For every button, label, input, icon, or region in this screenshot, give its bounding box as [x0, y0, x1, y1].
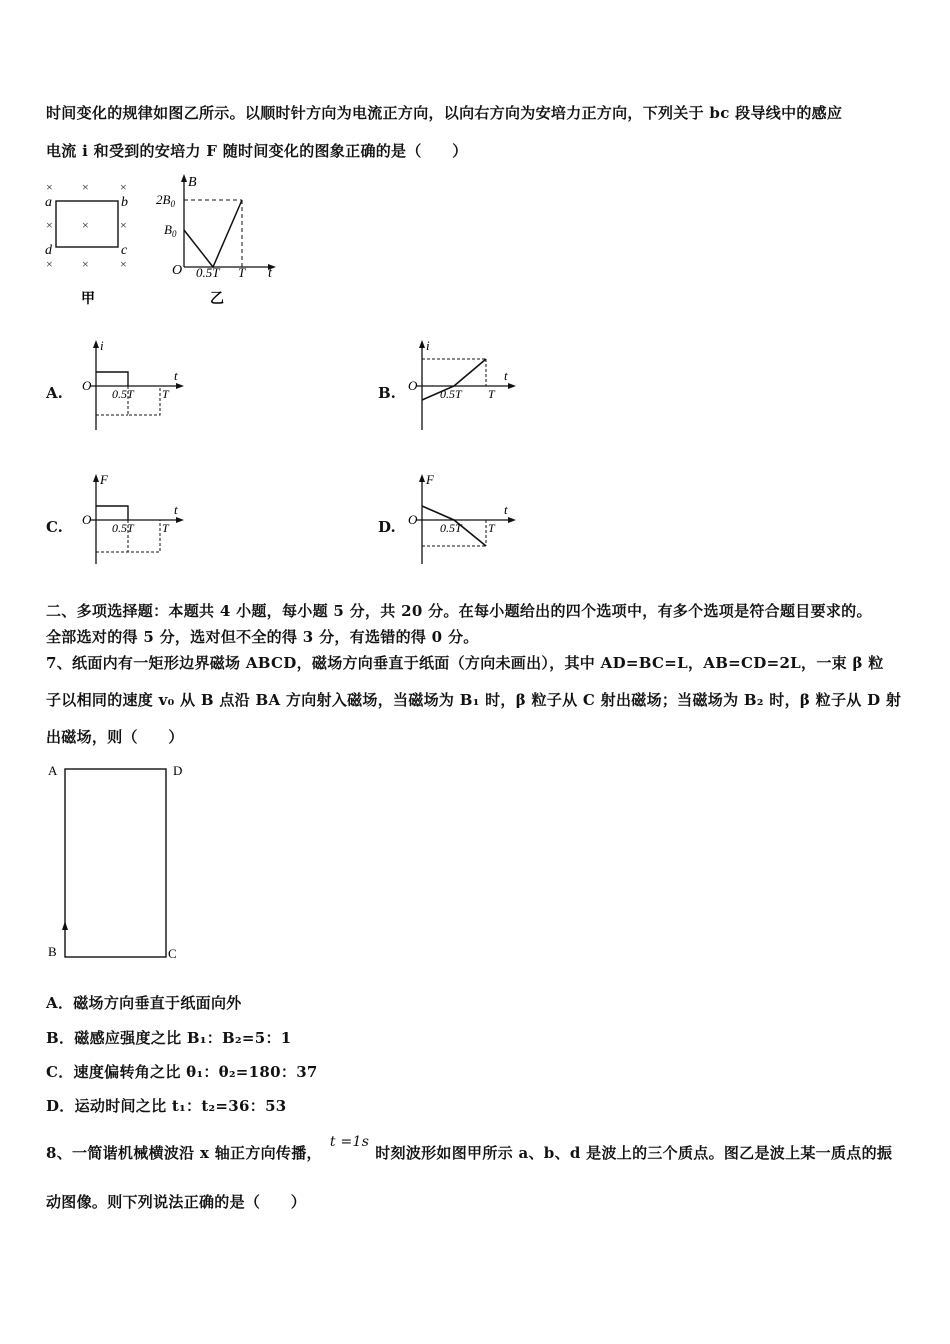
q7-option-C[interactable]: C．速度偏转角之比 θ₁：θ₂=180：37: [46, 1063, 318, 1081]
cross-marks: [46, 180, 127, 271]
q7-line-2: 子以相同的速度 v₀ 从 B 点沿 BA 方向射入磁场，当磁场为 B₁ 时，β 粒子从 C 射出磁场；当磁场为 B₂ 时，β 粒子从 D 射: [46, 691, 902, 709]
y-axis-arrow: [181, 174, 187, 182]
corner-A: A: [48, 763, 58, 778]
tick-T: T: [488, 521, 495, 535]
axis-label-i: i: [426, 338, 430, 353]
graph-option-D[interactable]: [406, 470, 526, 568]
q8-line-1: [46, 1134, 893, 1163]
corner-C: C: [168, 946, 177, 961]
figure-yi: [150, 170, 290, 310]
tick-T: T: [162, 387, 169, 401]
cross-mark: ×: [82, 218, 89, 232]
tick-T: T: [162, 521, 169, 535]
origin-label: O: [408, 378, 418, 393]
option-D-label[interactable]: D.: [378, 518, 396, 536]
origin-label: O: [172, 263, 183, 278]
section2-line-2: 全部选对的得 5 分，选对但不全的得 3 分，有选错的得 0 分。: [46, 628, 479, 646]
caption-jia: 甲: [81, 292, 95, 306]
tick-T: T: [238, 265, 246, 280]
cross-mark: ×: [46, 257, 53, 271]
q8-line-2: 动图像。则下列说法正确的是（ ）: [46, 1193, 307, 1211]
q7-line-1: 7、纸面内有一矩形边界磁场 ABCD，磁场方向垂直于纸面（方向未画出），其中 AD=BC=L，AB=CD=2L，一束 β 粒: [46, 654, 884, 672]
axis-label-t: t: [268, 266, 272, 281]
cross-mark: ×: [46, 180, 53, 194]
q7-option-B[interactable]: B．磁感应强度之比 B₁：B₂=5：1: [46, 1029, 292, 1047]
option-C-label[interactable]: C.: [46, 518, 63, 536]
origin-label: O: [408, 512, 418, 527]
axis-label-t: t: [174, 502, 178, 517]
tick-0.5T: 0.5T: [112, 521, 134, 535]
tick-0.5T: 0.5T: [112, 387, 134, 401]
current-segment-1: [96, 372, 128, 386]
cross-mark: ×: [82, 257, 89, 271]
corner-D: D: [173, 763, 183, 778]
force-segment-1: [96, 506, 128, 520]
particle-velocity-arrow: [62, 921, 68, 930]
tick-T: T: [488, 387, 495, 401]
q7-option-D[interactable]: D．运动时间之比 t₁：t₂=36：53: [46, 1097, 287, 1115]
origin-label: O: [82, 512, 92, 527]
tick-0.5T: 0.5T: [196, 265, 220, 280]
q6-line-2: 电流 i 和受到的安培力 F 随时间变化的图象正确的是（ ）: [46, 142, 468, 160]
corner-a: a: [45, 195, 52, 210]
axis-label-t: t: [504, 502, 508, 517]
cross-mark: ×: [46, 218, 53, 232]
axis-label-t: t: [504, 368, 508, 383]
label-2B0: $2B_0$: [156, 192, 175, 209]
figure-jia: [40, 176, 140, 306]
cross-mark: ×: [120, 218, 127, 232]
axis-label-F: F: [100, 472, 108, 487]
cross-mark: ×: [82, 180, 89, 194]
q7-option-A[interactable]: A．磁场方向垂直于纸面向外: [46, 994, 242, 1012]
origin-label: O: [82, 378, 92, 393]
field-boundary: [65, 769, 166, 957]
q7-line-3: 出磁场，则（ ）: [46, 728, 184, 746]
figure-abcd-rectangle: [40, 758, 200, 968]
corner-c: c: [121, 243, 128, 258]
corner-d: d: [45, 243, 52, 258]
cross-mark: ×: [120, 180, 127, 194]
caption-yi: 乙: [210, 292, 224, 307]
q8-formula: t =1s: [329, 1134, 370, 1150]
q6-line-1: 时间变化的规律如图乙所示。以顺时针方向为电流正方向，以向右方向为安培力正方向，下列关于 bc 段导线中的感应: [46, 104, 843, 122]
axis-label-B: B: [188, 175, 197, 190]
graph-option-A[interactable]: [80, 336, 190, 434]
axis-label-F: F: [426, 472, 434, 487]
graph-option-B[interactable]: [406, 336, 526, 434]
graph-option-C[interactable]: [80, 470, 190, 568]
tick-0.5T: 0.5T: [440, 521, 462, 535]
label-B0: $B_0$: [164, 222, 177, 239]
axis-label-t: t: [174, 368, 178, 383]
option-A-label[interactable]: A.: [46, 384, 63, 402]
q8-text-post: 时刻波形如图甲所示 a、b、d 是波上的三个质点。图乙是波上某一质点的振: [375, 1144, 893, 1162]
section2-line-1: 二、多项选择题：本题共 4 小题，每小题 5 分，共 20 分。在每小题给出的四个选项中，有多个选项是符合题目要求的。: [46, 602, 872, 620]
corner-B: B: [48, 944, 57, 959]
corner-b: b: [121, 195, 128, 210]
q8-text-pre: 8、一简谐机械横波沿 x 轴正方向传播，: [46, 1144, 322, 1162]
tick-0.5T: 0.5T: [440, 387, 462, 401]
axis-label-i: i: [100, 338, 104, 353]
cross-mark: ×: [120, 257, 127, 271]
B-curve: [184, 200, 242, 267]
option-B-label[interactable]: B.: [378, 384, 396, 402]
